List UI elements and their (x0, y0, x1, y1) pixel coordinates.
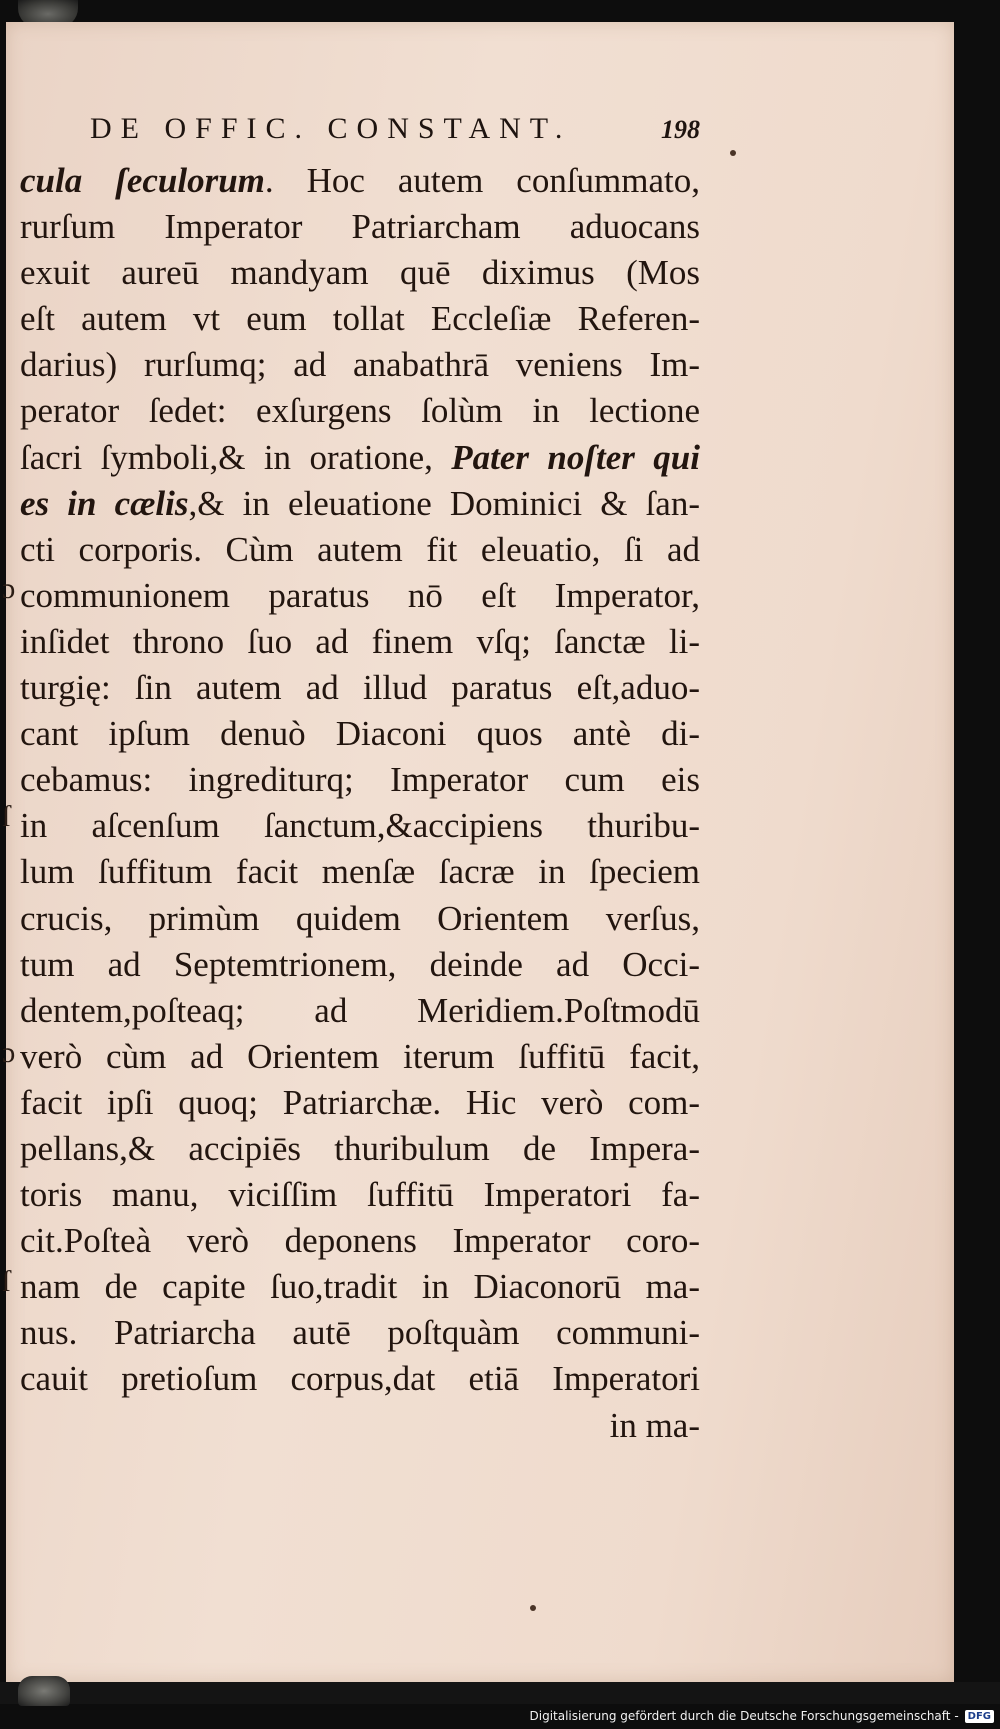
text-line-22: pellans,& accipiēs thuribulum de Impera- (20, 1128, 700, 1168)
text-line-3: exuit aureū mandyam quē diximus (Mos (20, 253, 700, 293)
text-line-18: tum ad Septemtrionem, deinde ad Occi- (20, 944, 700, 984)
text-line-23: toris manu, viciſſim ſuffitū Imperatori fa- (20, 1175, 700, 1215)
running-head (90, 112, 700, 152)
catchword: in ma- (609, 1405, 700, 1445)
text-line-13: cant ipſum denuò Diaconi quos antè di- (20, 714, 700, 754)
text-line-5: darius) rurſumq; ad anabathrā veniens Im- (20, 345, 700, 385)
margin-mark-4: ſ (2, 1265, 11, 1298)
text-line-2: rurſum Imperator Patriarcham aduocans (20, 207, 700, 247)
body-text (20, 158, 700, 1449)
text-line-16: lum ſuffitum facit menſæ ſacræ in ſpeciem (20, 852, 700, 892)
dfg-logo: DFG (965, 1710, 994, 1723)
text-line-4: eſt autem vt eum tollat Eccleſiæ Referen- (20, 299, 700, 339)
text-line-25: nam de capite ſuo,tradit in Diaconorū ma- (20, 1267, 700, 1307)
text-line-11: inſidet throno ſuo ad finem vſq; ſanctæ li- (20, 621, 700, 661)
margin-mark-2: ſ (2, 800, 11, 833)
text-line-9: cti corporis. Cùm autem fit eleuatio, ſi ad (20, 529, 700, 569)
scan-bottom-strip (0, 1682, 1000, 1704)
text-line-17: crucis, primùm quidem Orientem verſus, (20, 898, 700, 938)
paper-speck (530, 1605, 536, 1611)
running-title: DE OFFIC. CONSTANT. (90, 112, 572, 145)
text-line-1: cula ſeculorum. Hoc autem conſummato, (20, 161, 700, 200)
text-line-12: turgię: ſin autem ad illud paratus eſt,aduo- (20, 668, 700, 708)
margin-mark-3: ɔ (2, 1036, 16, 1069)
margin-mark-1: ɔ (2, 572, 16, 605)
text-line-10: communionem paratus nō eſt Imperator, (20, 575, 700, 615)
text-line-21: facit ipſi quoq; Patriarchæ. Hic verò com- (20, 1082, 700, 1122)
text-line-8: es in cælis,& in eleuatione Dominici & ſan- (20, 483, 700, 523)
paper-speck (730, 150, 736, 156)
text-line-20: verò cùm ad Orientem iterum ſuffitū facit, (20, 1036, 700, 1076)
text-line-24: cit.Poſteà verò deponens Imperator coro- (20, 1221, 700, 1261)
page-number: 198 (661, 115, 700, 144)
text-line-19: dentem,poſteaq; ad Meridiem.Poſtmodū (20, 990, 700, 1030)
text-line-6: perator ſedet: exſurgens ſolùm in lectione (20, 391, 700, 431)
credit-text: Digitalisierung gefördert durch die Deutsche Forschungsgemeinschaft - (529, 1709, 959, 1723)
text-line-15: in aſcenſum ſanctum,&accipiens thuribu- (20, 806, 700, 846)
text-line-7: ſacri ſymboli,& in oratione, Pater noſter qui (20, 437, 700, 477)
text-line-27: cauit pretioſum corpus,dat etiā Imperatori (20, 1359, 700, 1399)
digitization-credit (530, 1706, 995, 1726)
text-line-26: nus. Patriarcha autē poſtquàm communi- (20, 1313, 700, 1353)
binding-clip-bottom (18, 1676, 70, 1706)
text-line-14: cebamus: ingrediturq; Imperator cum eis (20, 760, 700, 800)
